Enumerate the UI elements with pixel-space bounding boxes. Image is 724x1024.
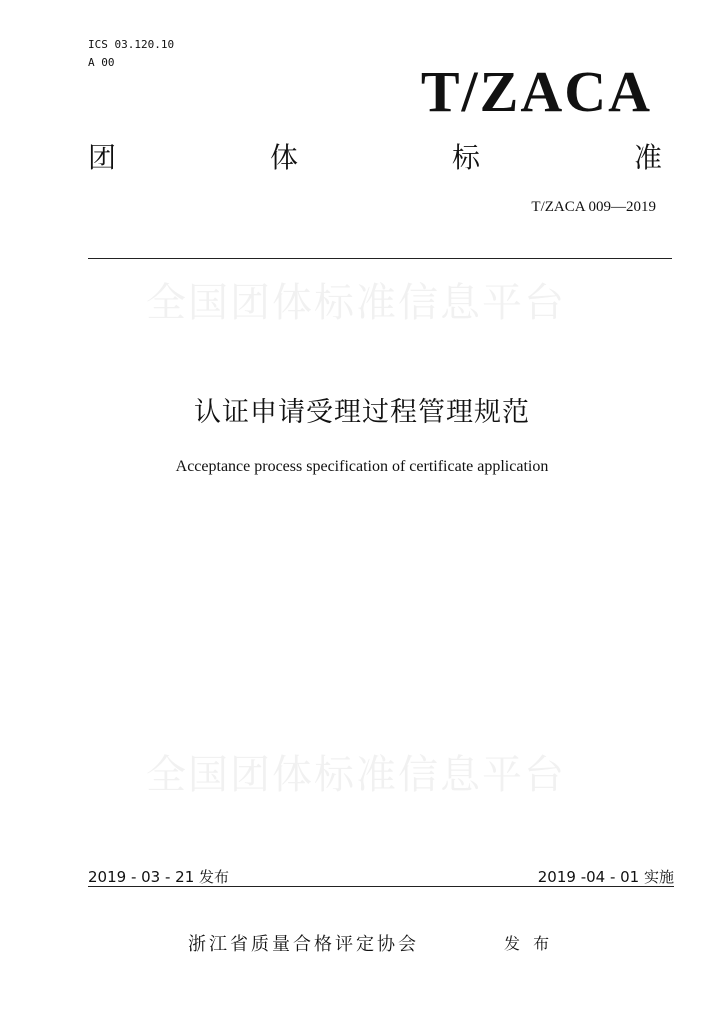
standard-type-char: 标	[451, 141, 480, 174]
publish-label: 发 布	[504, 934, 554, 953]
title-chinese: 认证申请受理过程管理规范	[194, 397, 530, 428]
standard-type-char: 团	[88, 141, 117, 174]
ccs-code: A 00	[88, 56, 115, 69]
standard-type-row	[88, 140, 662, 176]
title-english: Acceptance process specification of certificate application	[175, 458, 549, 475]
issue-date: 2019 - 03 - 21 发布	[88, 868, 230, 886]
footer-divider	[88, 886, 674, 887]
implement-date: 2019 -04 - 01 实施	[537, 868, 674, 886]
standard-type-char: 体	[269, 141, 298, 174]
header-divider	[88, 258, 672, 259]
publisher-name: 浙江省质量合格评定协会	[188, 934, 419, 955]
watermark-top: 全国团体标准信息平台	[146, 280, 566, 326]
standard-type-char: 准	[633, 141, 662, 174]
standard-code: T/ZACA 009—2019	[531, 199, 656, 215]
watermark-bottom: 全国团体标准信息平台	[146, 752, 566, 798]
ics-code: ICS 03.120.10	[88, 38, 175, 51]
brand-logo-text: T/ZACA	[420, 59, 652, 124]
